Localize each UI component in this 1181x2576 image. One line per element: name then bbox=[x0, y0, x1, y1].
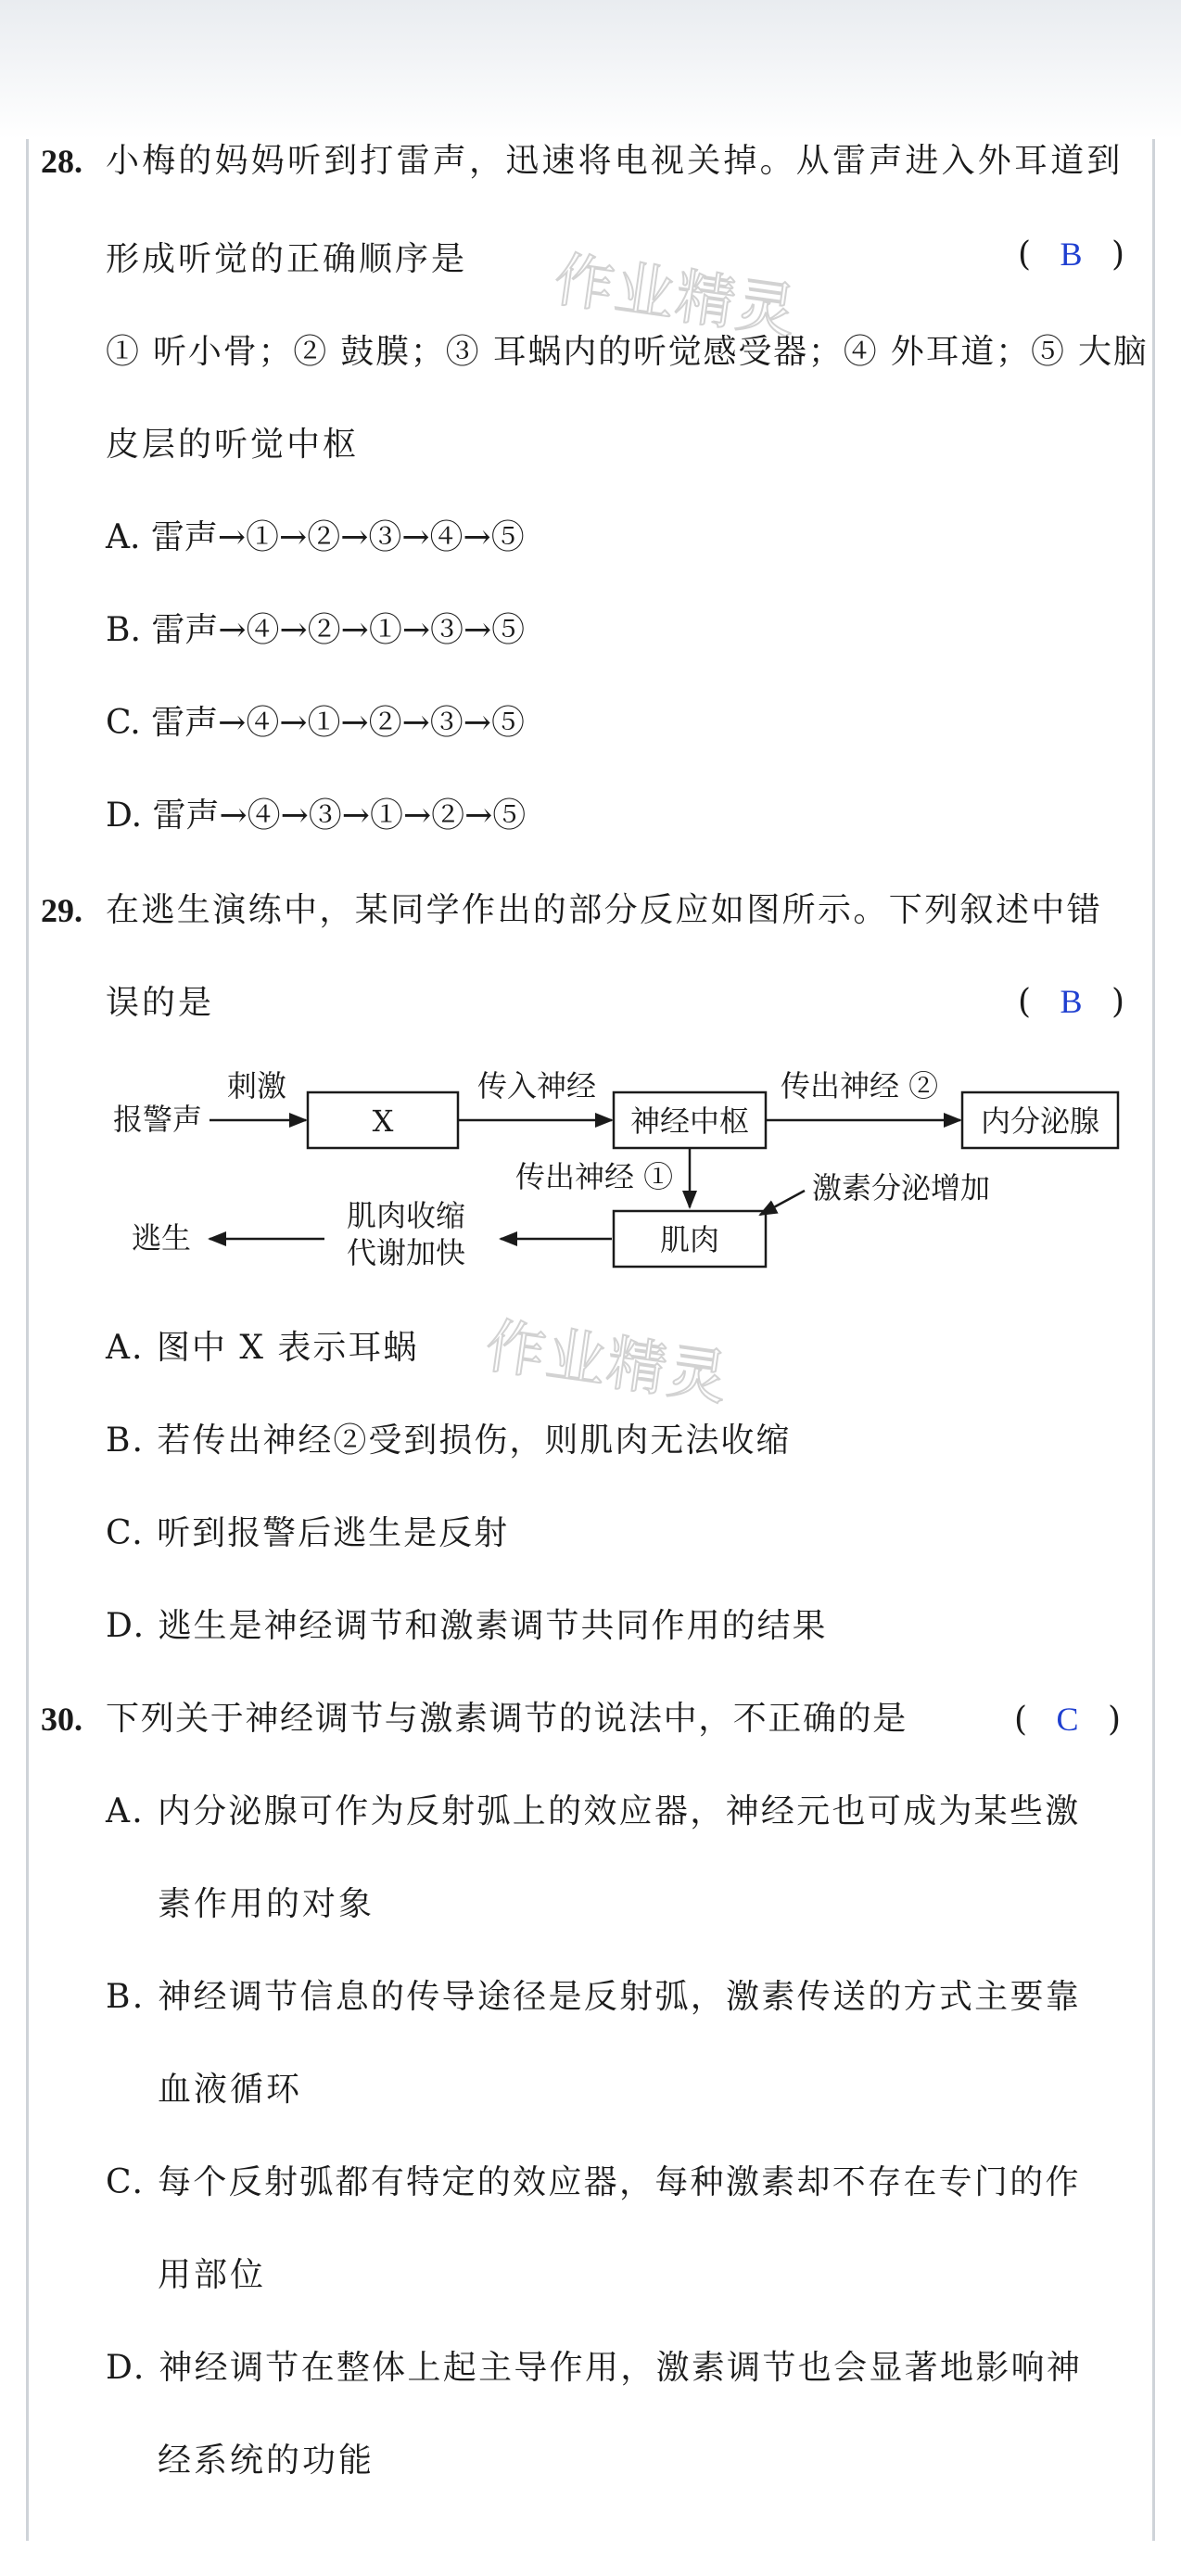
answer-close: ) bbox=[1111, 236, 1125, 274]
answer-value: B bbox=[1060, 983, 1083, 1020]
option-a: A. 图中 X 表示耳蜗 bbox=[106, 1329, 419, 1367]
option-c: C. 听到报警后逃生是反射 bbox=[106, 1514, 510, 1552]
escape-label: 逃生 bbox=[132, 1220, 192, 1256]
top-shadow-band bbox=[0, 0, 1181, 139]
option-a: A. 雷声→①→②→③→④→⑤ bbox=[106, 518, 525, 556]
box-x-label: X bbox=[372, 1103, 394, 1139]
answer-bracket bbox=[1018, 234, 1124, 275]
question-stem-line: 小梅的妈妈听到打雷声，迅速将电视关掉。从雷声进入外耳道到 bbox=[106, 142, 1124, 180]
right-page-border bbox=[1152, 139, 1155, 2541]
stimulus-label: 刺激 bbox=[227, 1068, 287, 1103]
answer-open: ( bbox=[1018, 983, 1032, 1021]
question-stem-line: 下列关于神经调节与激素调节的说法中，不正确的是 bbox=[106, 1700, 908, 1738]
option-b: B. 若传出神经②受到损伤，则肌肉无法收缩 bbox=[106, 1422, 792, 1460]
option-d: D. 雷声→④→③→①→②→⑤ bbox=[106, 797, 527, 835]
option-a-cont: 素作用的对象 bbox=[158, 1885, 375, 1923]
option-c: C. 每个反射弧都有特定的效应器，每种激素却不存在专门的作 bbox=[106, 2163, 1081, 2201]
question-stem-line: 形成听觉的正确顺序是 bbox=[106, 240, 468, 278]
question-number: 30. bbox=[41, 1701, 83, 1738]
effect-label-line2: 代谢加快 bbox=[347, 1235, 466, 1270]
efferent1-label: 传出神经 ① bbox=[515, 1159, 674, 1194]
question-number: 29. bbox=[41, 892, 83, 929]
effect-label-line1: 肌肉收缩 bbox=[347, 1198, 466, 1233]
question-number: 28. bbox=[41, 143, 83, 180]
answer-close: ) bbox=[1111, 983, 1125, 1021]
center-label: 神经中枢 bbox=[629, 1103, 750, 1139]
option-c: C. 雷声→④→①→②→③→⑤ bbox=[106, 704, 525, 742]
option-b: B. 雷声→④→②→①→③→⑤ bbox=[106, 611, 526, 649]
option-c-cont: 用部位 bbox=[158, 2256, 267, 2294]
watermark: 作业精灵 bbox=[481, 1311, 734, 1414]
answer-bracket bbox=[1018, 981, 1124, 1023]
answer-bracket bbox=[1014, 1699, 1121, 1741]
option-b-cont: 血液循环 bbox=[158, 2071, 303, 2109]
reflex-diagram bbox=[0, 1057, 1181, 1289]
answer-value: C bbox=[1056, 1701, 1079, 1738]
question-stem-line: ① 听小骨；② 鼓膜；③ 耳蜗内的听觉感受器；④ 外耳道；⑤ 大脑 bbox=[106, 333, 1149, 371]
question-stem-line: 皮层的听觉中枢 bbox=[106, 426, 360, 464]
answer-close: ) bbox=[1107, 1701, 1122, 1739]
answer-value: B bbox=[1060, 236, 1083, 273]
muscle-label: 肌肉 bbox=[659, 1222, 720, 1257]
option-a: A. 内分泌腺可作为反射弧上的效应器，神经元也可成为某些激 bbox=[106, 1792, 1081, 1830]
question-stem-line: 误的是 bbox=[106, 984, 215, 1022]
option-d: D. 神经调节在整体上起主导作用，激素调节也会显著地影响神 bbox=[106, 2349, 1083, 2387]
left-page-border bbox=[26, 139, 29, 2541]
option-d-cont: 经系统的功能 bbox=[158, 2442, 375, 2480]
hormone-label: 激素分泌增加 bbox=[812, 1170, 991, 1205]
gland-label: 内分泌腺 bbox=[980, 1103, 1100, 1139]
question-stem-line: 在逃生演练中，某同学作出的部分反应如图所示。下列叙述中错 bbox=[106, 891, 1103, 929]
source-label: 报警声 bbox=[113, 1102, 203, 1137]
option-d: D. 逃生是神经调节和激素调节共同作用的结果 bbox=[106, 1607, 828, 1645]
efferent2-label: 传出神经 ② bbox=[781, 1068, 939, 1103]
answer-open: ( bbox=[1018, 236, 1032, 274]
afferent-label: 传入神经 bbox=[477, 1068, 597, 1103]
option-b: B. 神经调节信息的传导途径是反射弧，激素传送的方式主要靠 bbox=[106, 1978, 1082, 2016]
answer-open: ( bbox=[1014, 1701, 1028, 1739]
watermark: 作业精灵 bbox=[550, 245, 803, 348]
